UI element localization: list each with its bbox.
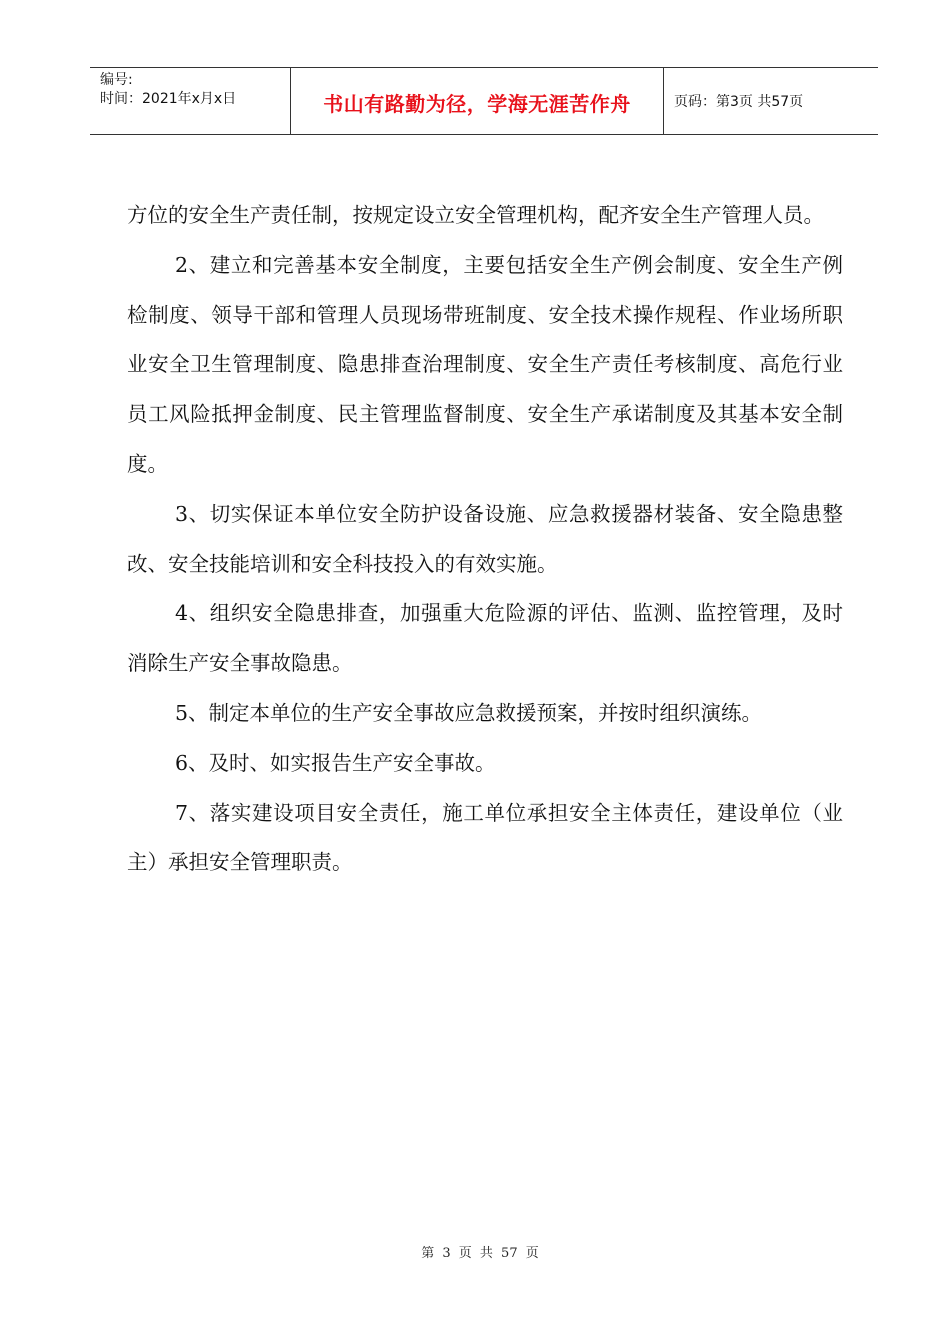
paragraph-item-5: 5、制定本单位的生产安全事故应急救援预案，并按时组织演练。 [175,700,763,725]
header-motto-cell [290,68,664,134]
date-line: 时间：2021年x月x日 [100,91,237,107]
page-header [90,67,878,135]
page-footer: 第 3 页 共 57 页 [421,1246,539,1261]
paragraph-item-7: 7、落实建设项目安全责任，施工单位承担安全主体责任，建设单位（业主）承担安全管理职责。 [127,800,843,875]
paragraph-item-2: 2、建立和完善基本安全制度，主要包括安全生产例会制度、安全生产例检制度、领导干部和管理人员现场带班制度、安全技术操作规程、作业场所职业安全卫生管理制度、隐患排查治理制度、安全生产责任考核制度、高危行业员工风险抵押金制度、民主管理监督制度、安全生产承诺制度及其基本安全制度。 [127,252,843,476]
header-meta-cell [90,68,290,134]
header-page-info: 页码：第3页 共57页 [674,94,804,110]
paragraph-item-4: 4、组织安全隐患排查，加强重大危险源的评估、监测、监控管理，及时消除生产安全事故隐患。 [127,601,843,676]
paragraph-continuation: 方位的安全生产责任制，按规定设立安全管理机构，配齐安全生产管理人员。 [127,203,824,227]
header-motto: 书山有路勤为径，学海无涯苦作舟 [323,92,631,116]
serial-number-label: 编号: [100,72,133,88]
paragraph-item-6: 6、及时、如实报告生产安全事故。 [175,750,496,775]
header-page-cell [664,68,878,134]
document-body [127,191,843,888]
paragraph-item-3: 3、切实保证本单位安全防护设备设施、应急救援器材装备、安全隐患整改、安全技能培训和安全科技投入的有效实施。 [127,501,843,576]
